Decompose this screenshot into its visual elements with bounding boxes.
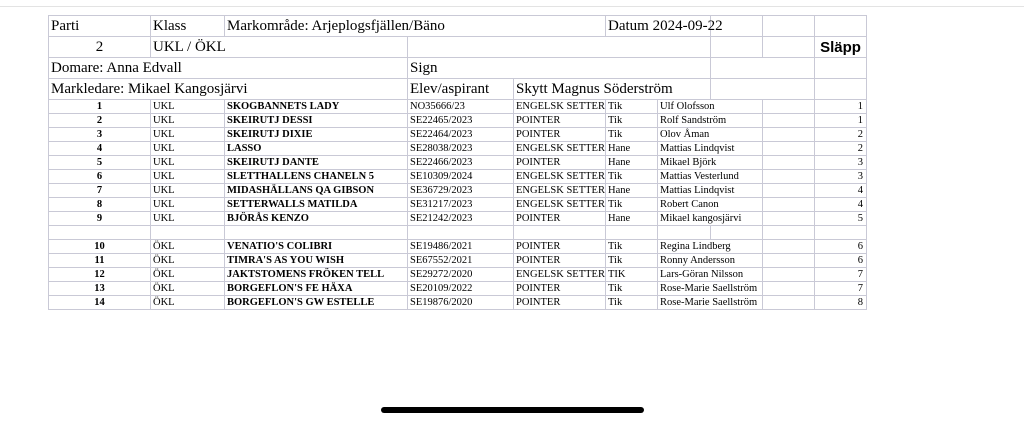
sign-label: Sign xyxy=(408,58,711,79)
table-row xyxy=(49,296,867,310)
dog-name: BJÖRÅS KENZO xyxy=(225,212,408,226)
class-cell: UKL xyxy=(151,198,225,212)
breed-cell: ENGELSK SETTER xyxy=(514,198,606,212)
sex-cell: Tik xyxy=(606,282,658,296)
reg-number: SE10309/2024 xyxy=(408,170,514,184)
class-cell: UKL xyxy=(151,212,225,226)
start-number: 7 xyxy=(49,184,151,198)
owner-cell: Mattias Lindqvist xyxy=(658,142,763,156)
sex-cell: Hane xyxy=(606,142,658,156)
startlist-table xyxy=(48,15,867,310)
breed-cell: POINTER xyxy=(514,254,606,268)
reg-number: SE36729/2023 xyxy=(408,184,514,198)
owner-cell: Rose-Marie Saellström xyxy=(658,296,763,310)
breed-cell: ENGELSK SETTER xyxy=(514,170,606,184)
slapp-cell: 4 xyxy=(815,198,867,212)
owner-cell: Robert Canon xyxy=(658,198,763,212)
sex-cell: Tik xyxy=(606,240,658,254)
slapp-cell: 3 xyxy=(815,156,867,170)
breed-cell: POINTER xyxy=(514,212,606,226)
class-cell: UKL xyxy=(151,114,225,128)
slapp-cell: 2 xyxy=(815,142,867,156)
header-row-3 xyxy=(49,58,867,79)
slapp-cell: 7 xyxy=(815,268,867,282)
sex-cell: Tik xyxy=(606,254,658,268)
start-number: 9 xyxy=(49,212,151,226)
table-row xyxy=(49,198,867,212)
reg-number: SE31217/2023 xyxy=(408,198,514,212)
breed-cell: POINTER xyxy=(514,128,606,142)
owner-cell: Mikael Björk xyxy=(658,156,763,170)
header-block xyxy=(49,16,867,100)
class-cell: UKL xyxy=(151,170,225,184)
reg-number: SE20109/2022 xyxy=(408,282,514,296)
table-row xyxy=(49,240,867,254)
reg-number: SE19486/2021 xyxy=(408,240,514,254)
dog-name: LASSO xyxy=(225,142,408,156)
sex-cell: Tik xyxy=(606,114,658,128)
parti-label: Parti xyxy=(49,16,151,37)
reg-number: SE29272/2020 xyxy=(408,268,514,282)
start-number: 10 xyxy=(49,240,151,254)
header-row-1 xyxy=(49,16,867,37)
table-row xyxy=(49,128,867,142)
dog-name: SKEIRUTJ DANTE xyxy=(225,156,408,170)
owner-cell: Mattias Lindqvist xyxy=(658,184,763,198)
table-row xyxy=(49,100,867,114)
breed-cell: POINTER xyxy=(514,282,606,296)
breed-cell: ENGELSK SETTER xyxy=(514,268,606,282)
slapp-cell: 1 xyxy=(815,114,867,128)
parti-value: 2 xyxy=(49,37,151,58)
klass-value: UKL / ÖKL xyxy=(151,37,408,58)
class-cell: ÖKL xyxy=(151,268,225,282)
table-row xyxy=(49,114,867,128)
breed-cell: ENGELSK SETTER xyxy=(514,184,606,198)
sex-cell: Tik xyxy=(606,296,658,310)
dog-name: SLETTHALLENS CHANELN 5 xyxy=(225,170,408,184)
dog-name: SKEIRUTJ DIXIE xyxy=(225,128,408,142)
breed-cell: POINTER xyxy=(514,296,606,310)
start-number: 14 xyxy=(49,296,151,310)
start-number: 11 xyxy=(49,254,151,268)
datum: Datum 2024-09-22 xyxy=(606,16,711,37)
klass-label: Klass xyxy=(151,16,225,37)
class-cell: ÖKL xyxy=(151,282,225,296)
owner-cell: Mikael kangosjärvi xyxy=(658,212,763,226)
table-row xyxy=(49,212,867,226)
dog-name: TIMRA'S AS YOU WISH xyxy=(225,254,408,268)
owner-cell: Olov Åman xyxy=(658,128,763,142)
skytt: Skytt Magnus Söderström xyxy=(514,79,711,100)
class-cell: ÖKL xyxy=(151,296,225,310)
elev-label: Elev/aspirant xyxy=(408,79,514,100)
start-number: 4 xyxy=(49,142,151,156)
sex-cell: TIK xyxy=(606,268,658,282)
sex-cell: Hane xyxy=(606,184,658,198)
slapp-cell: 3 xyxy=(815,170,867,184)
owner-cell: Mattias Vesterlund xyxy=(658,170,763,184)
owner-cell: Regina Lindberg xyxy=(658,240,763,254)
class-cell: ÖKL xyxy=(151,254,225,268)
ukl-rows xyxy=(49,100,867,226)
start-number: 2 xyxy=(49,114,151,128)
sex-cell: Tik xyxy=(606,128,658,142)
sex-cell: Tik xyxy=(606,170,658,184)
table-row xyxy=(49,170,867,184)
class-cell: UKL xyxy=(151,184,225,198)
owner-cell: Lars-Göran Nilsson xyxy=(658,268,763,282)
dog-name: SKOGBANNETS LADY xyxy=(225,100,408,114)
sex-cell: Hane xyxy=(606,212,658,226)
dog-name: SKEIRUTJ DESSI xyxy=(225,114,408,128)
start-number: 5 xyxy=(49,156,151,170)
breed-cell: POINTER xyxy=(514,156,606,170)
okl-rows xyxy=(49,240,867,310)
slapp-cell: 6 xyxy=(815,240,867,254)
breed-cell: POINTER xyxy=(514,114,606,128)
breed-cell: POINTER xyxy=(514,240,606,254)
top-divider xyxy=(0,6,1024,7)
reg-number: NO35666/23 xyxy=(408,100,514,114)
start-number: 3 xyxy=(49,128,151,142)
owner-cell: Ulf Olofsson xyxy=(658,100,763,114)
reg-number: SE67552/2021 xyxy=(408,254,514,268)
class-cell: ÖKL xyxy=(151,240,225,254)
owner-cell: Rolf Sandström xyxy=(658,114,763,128)
header-row-4 xyxy=(49,79,867,100)
start-number: 1 xyxy=(49,100,151,114)
owner-cell: Ronny Andersson xyxy=(658,254,763,268)
class-cell: UKL xyxy=(151,128,225,142)
gap-block xyxy=(49,226,867,240)
startlist-sheet xyxy=(48,15,866,310)
markledare: Markledare: Mikael Kangosjärvi xyxy=(49,79,408,100)
slapp-header: Släpp xyxy=(815,37,867,58)
start-number: 6 xyxy=(49,170,151,184)
dog-name: SETTERWALLS MATILDA xyxy=(225,198,408,212)
reg-number: SE22464/2023 xyxy=(408,128,514,142)
class-cell: UKL xyxy=(151,156,225,170)
breed-cell: ENGELSK SETTER xyxy=(514,100,606,114)
sex-cell: Hane xyxy=(606,156,658,170)
header-row-2 xyxy=(49,37,867,58)
sex-cell: Tik xyxy=(606,198,658,212)
sex-cell: Tik xyxy=(606,100,658,114)
table-row xyxy=(49,282,867,296)
class-cell: UKL xyxy=(151,142,225,156)
reg-number: SE22466/2023 xyxy=(408,156,514,170)
class-cell: UKL xyxy=(151,100,225,114)
domare: Domare: Anna Edvall xyxy=(49,58,408,79)
table-row xyxy=(49,184,867,198)
markomrade: Markområde: Arjeplogsfjällen/Bäno xyxy=(225,16,606,37)
table-row xyxy=(49,142,867,156)
slapp-cell: 4 xyxy=(815,184,867,198)
owner-cell: Rose-Marie Saellström xyxy=(658,282,763,296)
start-number: 13 xyxy=(49,282,151,296)
reg-number: SE21242/2023 xyxy=(408,212,514,226)
table-row xyxy=(49,254,867,268)
home-indicator[interactable] xyxy=(381,407,644,413)
dog-name: VENATIO'S COLIBRI xyxy=(225,240,408,254)
slapp-cell: 2 xyxy=(815,128,867,142)
slapp-cell: 1 xyxy=(815,100,867,114)
table-row xyxy=(49,156,867,170)
slapp-cell: 7 xyxy=(815,282,867,296)
dog-name: MIDASHÄLLANS QA GIBSON xyxy=(225,184,408,198)
breed-cell: ENGELSK SETTER xyxy=(514,142,606,156)
spacer-row xyxy=(49,226,867,240)
dog-name: BORGEFLON'S GW ESTELLE xyxy=(225,296,408,310)
slapp-cell: 8 xyxy=(815,296,867,310)
reg-number: SE28038/2023 xyxy=(408,142,514,156)
slapp-cell: 6 xyxy=(815,254,867,268)
table-row xyxy=(49,268,867,282)
start-number: 12 xyxy=(49,268,151,282)
dog-name: BORGEFLON'S FE HÄXA xyxy=(225,282,408,296)
start-number: 8 xyxy=(49,198,151,212)
reg-number: SE22465/2023 xyxy=(408,114,514,128)
dog-name: JAKTSTOMENS FRÖKEN TELL xyxy=(225,268,408,282)
reg-number: SE19876/2020 xyxy=(408,296,514,310)
slapp-cell: 5 xyxy=(815,212,867,226)
